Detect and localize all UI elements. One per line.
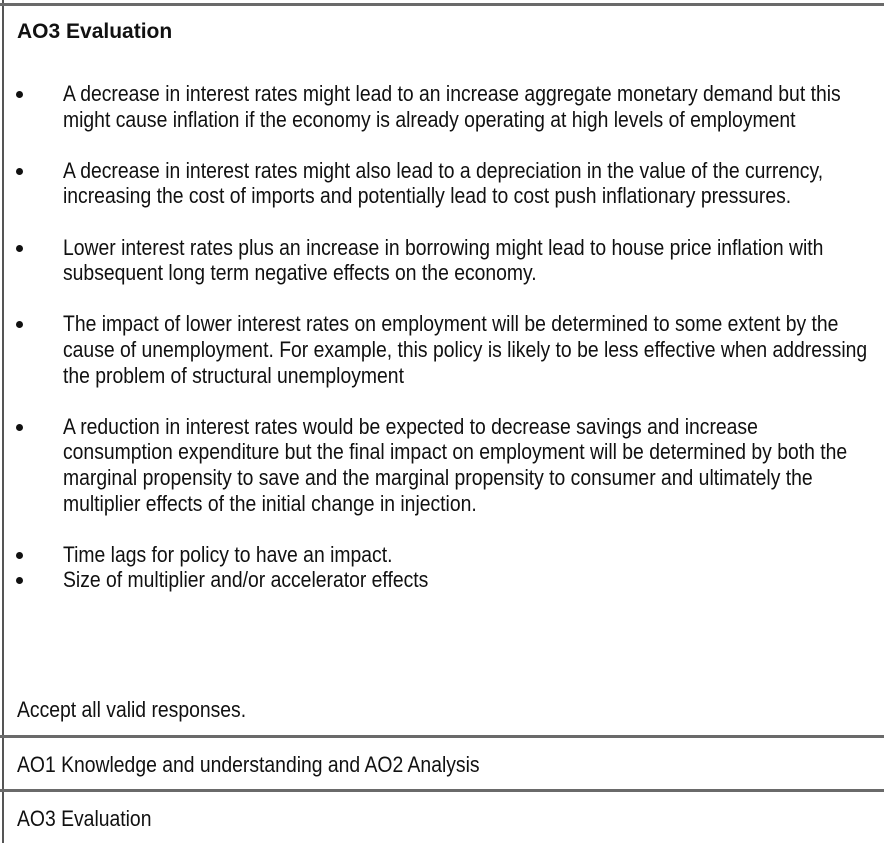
- point-text: Time lags for policy to have an impact.: [63, 541, 393, 567]
- note-text: Accept all valid responses.: [17, 697, 247, 722]
- list-item: [0, 414, 884, 542]
- point-text: The impact of lower interest rates on employment will be determined to some extent by the cause of unemployment. For example, this policy is likely to be less effective when addressing the problem of structural unemployment: [63, 311, 868, 388]
- evaluation-points-list: [0, 81, 884, 593]
- list-item: [0, 542, 884, 568]
- row-ao1-ao2: AO1 Knowledge and understanding and AO2 Analysis: [17, 752, 480, 777]
- list-item: [0, 158, 884, 235]
- row-divider: [0, 735, 884, 738]
- bullet-icon: [16, 168, 23, 175]
- table-top-border: [0, 3, 884, 6]
- row-ao3: AO3 Evaluation: [17, 806, 152, 831]
- bullet-icon: [16, 91, 23, 98]
- point-text: Size of multiplier and/or accelerator effects: [63, 567, 429, 593]
- point-text: Lower interest rates plus an increase in borrowing might lead to house price inflation with subsequent long term negative effects on the economy.: [63, 234, 824, 286]
- bullet-icon: [16, 552, 23, 559]
- point-text: A decrease in interest rates might also lead to a depreciation in the value of the currency, increasing the cost of imports and potentially lead to cost push inflationary pressures.: [63, 157, 824, 209]
- bullet-icon: [16, 321, 23, 328]
- point-text: A decrease in interest rates might lead to an increase aggregate monetary demand but this might cause inflation if the economy is already operating at high levels of employment: [63, 81, 841, 132]
- bullet-icon: [16, 245, 23, 252]
- list-item: [0, 311, 884, 413]
- list-item: [0, 567, 884, 593]
- row-divider: [0, 789, 884, 792]
- point-text: A reduction in interest rates would be expected to decrease savings and increase consumption expenditure but the final impact on employment will be determined by both the marginal propensity to save and the marginal propensity to consumer and ultimately the multiplier effects of the initial change in injection.: [63, 413, 848, 516]
- list-item: [0, 235, 884, 312]
- list-item: [0, 81, 884, 158]
- bullet-icon: [16, 577, 23, 584]
- section-heading: AO3 Evaluation: [17, 20, 173, 43]
- bullet-icon: [16, 424, 23, 431]
